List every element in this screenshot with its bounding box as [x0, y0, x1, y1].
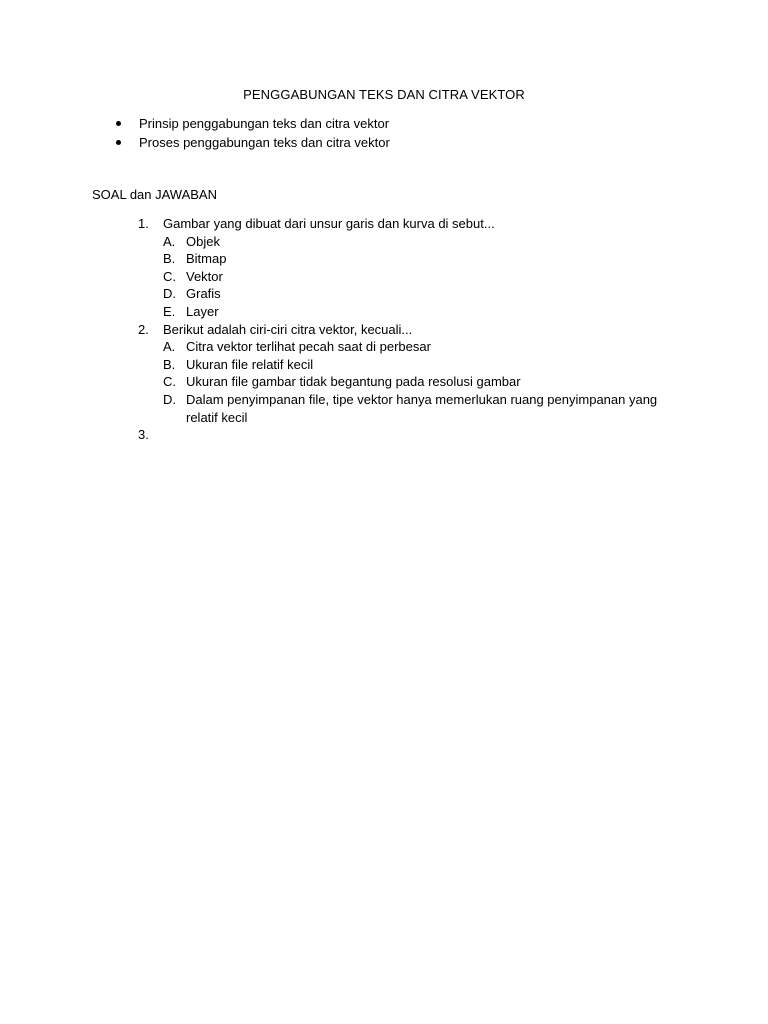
- option-item: [138, 303, 678, 321]
- option-letter: B.: [163, 251, 176, 267]
- question-list: [138, 215, 678, 443]
- option-text: Bitmap: [186, 251, 227, 267]
- question-text: Berikut adalah ciri-ciri citra vektor, kecuali...: [163, 321, 413, 337]
- option-letter: C.: [163, 374, 176, 390]
- question-text: Gambar yang dibuat dari unsur garis dan kurva di sebut...: [163, 216, 495, 231]
- bullet-text: Proses penggabungan teks dan citra vektor: [139, 134, 390, 150]
- option-item: [138, 250, 678, 268]
- option-letter: D.: [163, 286, 176, 302]
- option-item: [138, 233, 678, 251]
- option-text: Layer: [186, 303, 219, 319]
- option-letter: B.: [163, 356, 176, 372]
- option-letter: E.: [163, 303, 176, 319]
- question-number: 2.: [138, 321, 149, 337]
- option-text: Grafis: [186, 286, 221, 302]
- option-letter: A.: [163, 339, 176, 355]
- option-text: Vektor: [186, 268, 223, 284]
- option-item: [138, 373, 678, 391]
- option-item: [138, 356, 678, 374]
- option-text: Citra vektor terlihat pecah saat di perbesar: [186, 339, 431, 355]
- bullet-dot-icon: [116, 121, 121, 126]
- option-text: Ukuran file relatif kecil: [186, 356, 314, 372]
- option-text: Dalam penyimpanan file, tipe vektor hanya memerlukan ruang penyimpanan yang relatif kecil: [186, 391, 658, 425]
- question-1: [138, 215, 678, 233]
- option-item: [138, 338, 678, 356]
- bullet-dot-icon: [116, 140, 121, 145]
- bullet-item: [113, 134, 390, 153]
- question-2: [138, 321, 678, 339]
- document-title: PENGGABUNGAN TEKS DAN CITRA VEKTOR: [243, 87, 525, 102]
- option-item: [138, 391, 678, 426]
- bullet-list: [113, 115, 390, 152]
- question-number: 1.: [138, 216, 149, 231]
- section-heading: SOAL dan JAWABAN: [92, 187, 217, 202]
- option-text: Ukuran file gambar tidak begantung pada resolusi gambar: [186, 374, 521, 390]
- question-number: 3.: [138, 427, 149, 443]
- bullet-item: [113, 115, 390, 134]
- bullet-text: Prinsip penggabungan teks dan citra vektor: [139, 116, 390, 131]
- option-letter: C.: [163, 268, 176, 284]
- option-text: Objek: [186, 233, 220, 249]
- option-letter: D.: [163, 391, 176, 407]
- option-item: [138, 268, 678, 286]
- option-letter: A.: [163, 233, 176, 249]
- option-item: [138, 285, 678, 303]
